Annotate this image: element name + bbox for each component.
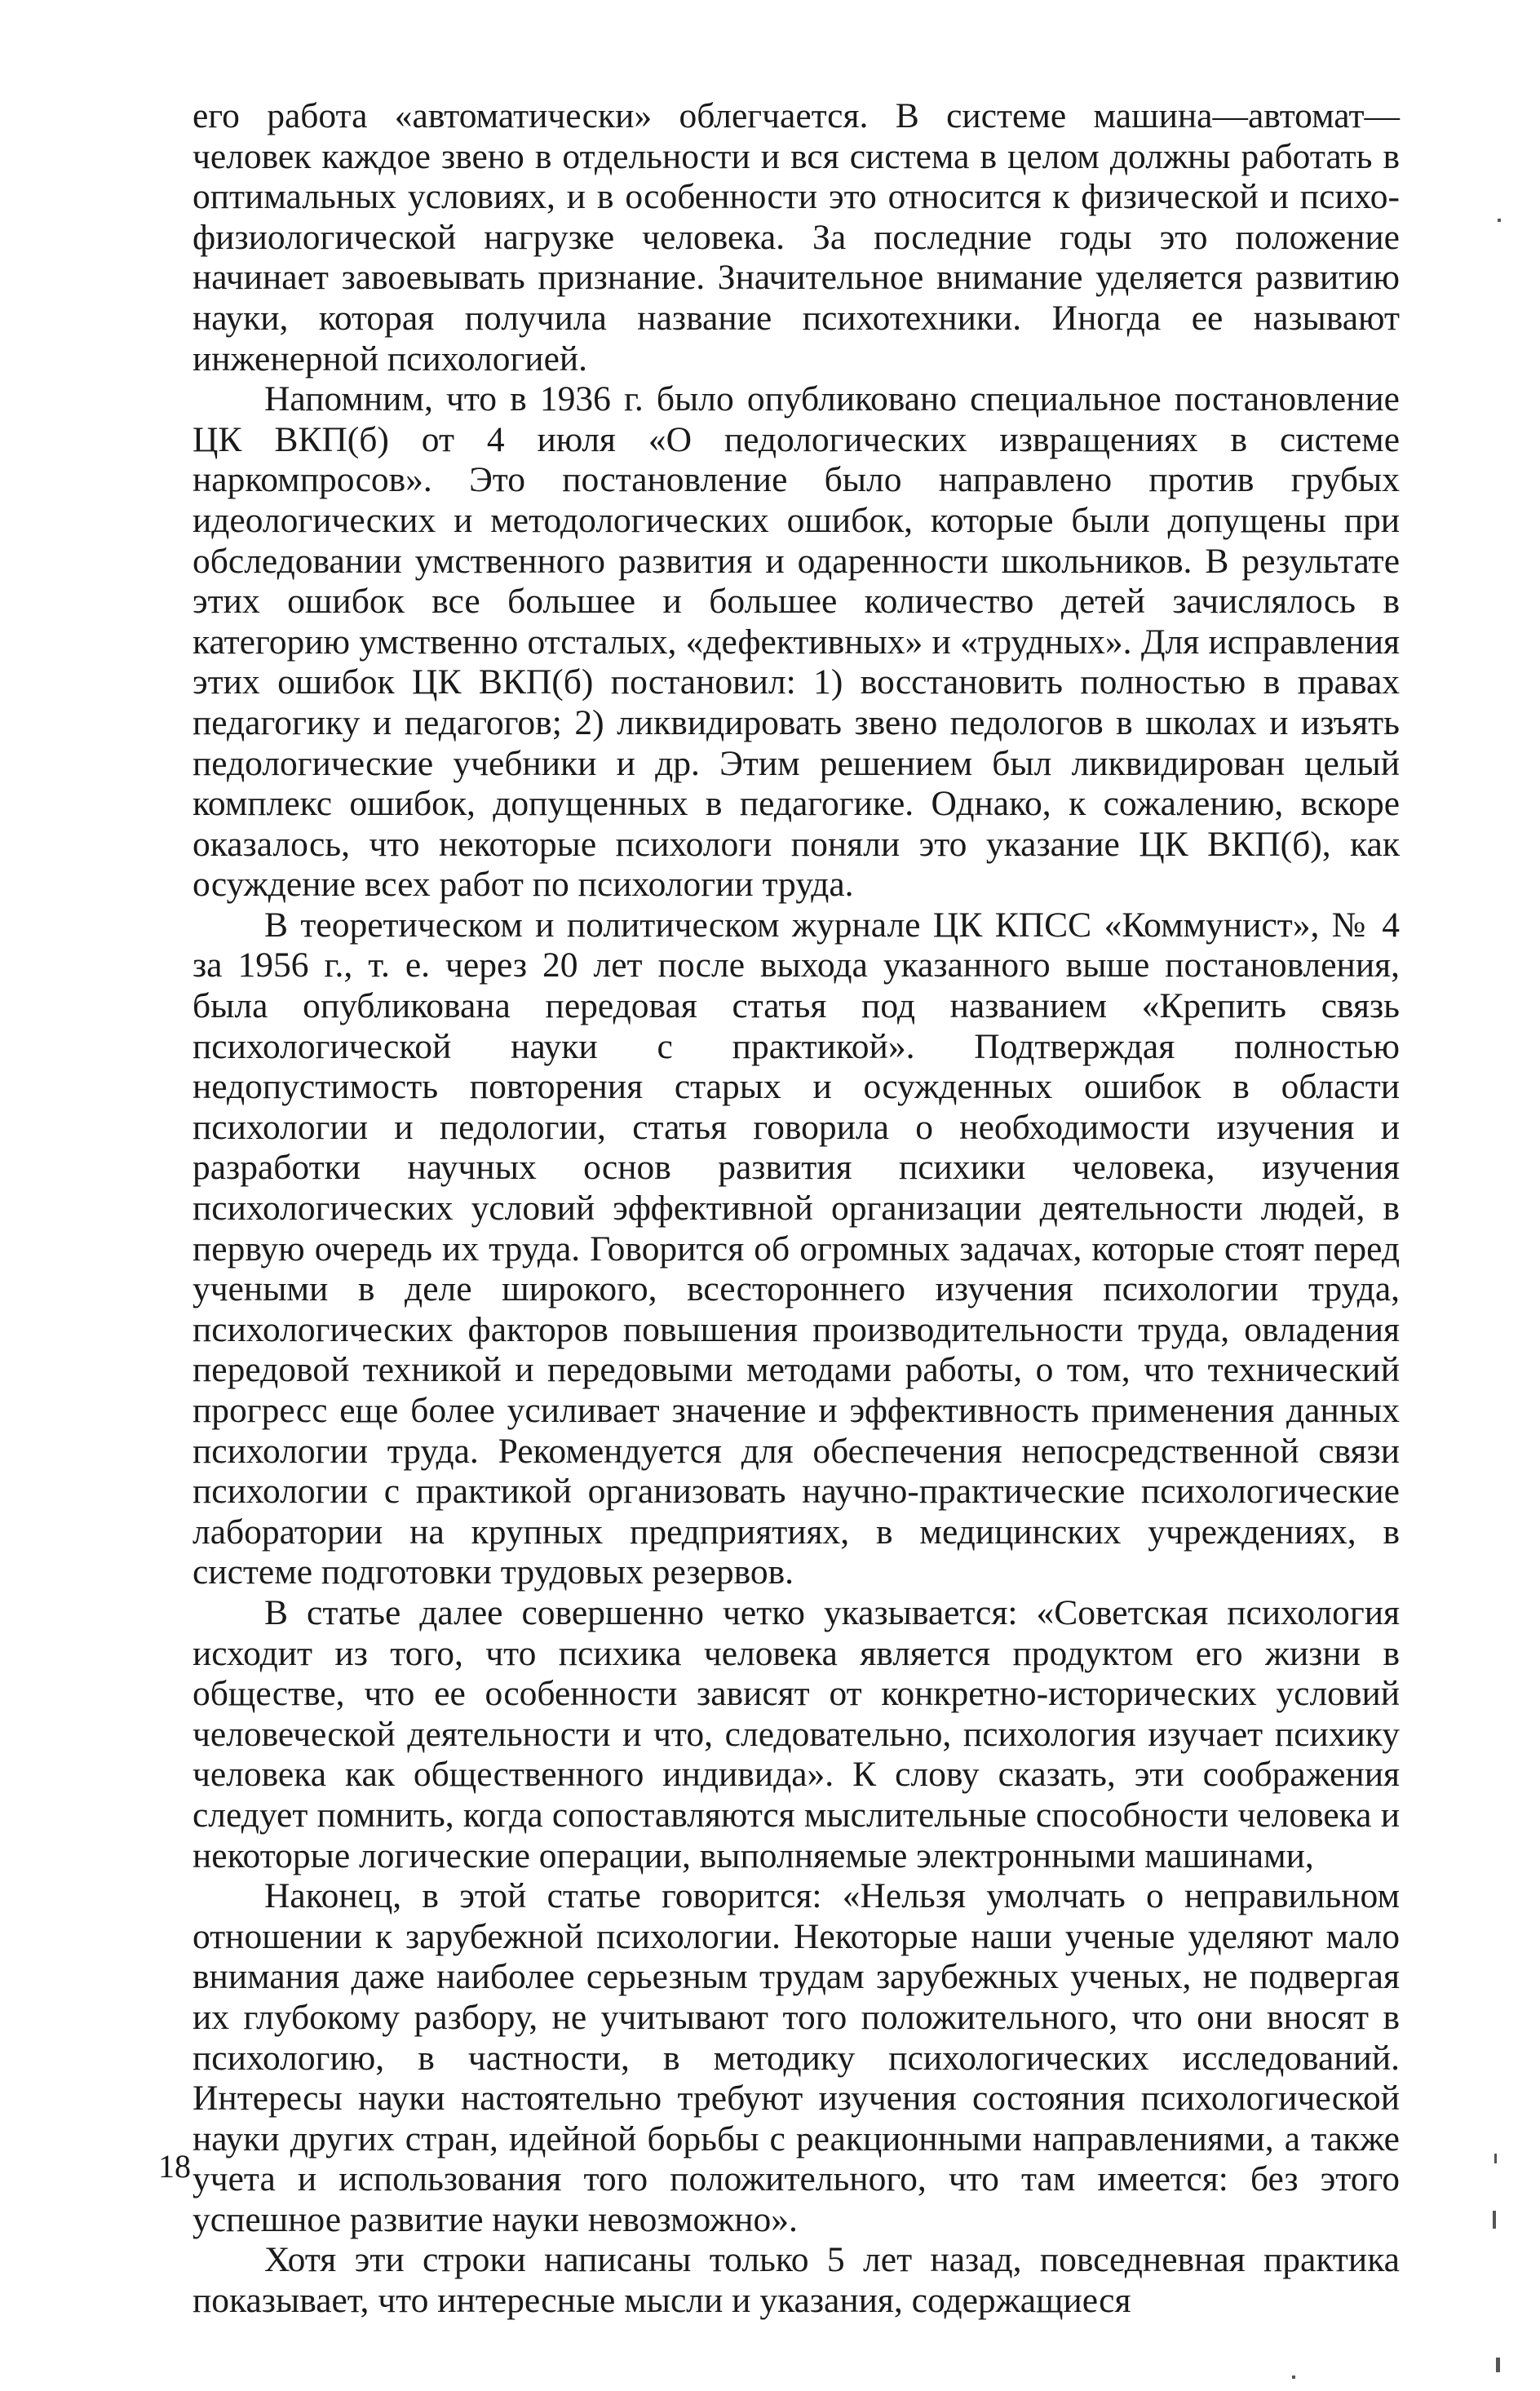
page-number: 18 (158, 2148, 191, 2185)
main-text (192, 96, 1400, 2322)
paragraph-3: В теоретическом и политическом журнале ЦК КПСС «Коммунист», № 4 за 1956 г., т. е. через 20 лет после выхода указанного выше постановления, была опубликована передовая статья под названием «Крепить связь психологической науки с практикой». Подтверждая полностью недопустимость повторения старых и осужденных ошибок в области психологии и педологии, статья говорила о необходимости изучения и разработки научных основ развития психики человека, изучения психологических условий эффективной организации деятельности людей, в первую очередь их труда. Говорится об огромных задачах, которые стоят перед учеными в деле широкого, всестороннего изучения психологии труда, психологических факторов повышения производительности труда, овладения передовой техникой и передовыми методами работы, о том, что технический прогресс еще более усиливает значение и эффективность применения данных психологии труда. Рекомендуется для обеспечения непосредственной связи психологии с практикой организовать научно-практические психологические лаборатории на крупных предприятиях, в медицинских учреждениях, в системе подготовки трудовых резервов. (192, 905, 1400, 1592)
paragraph-5: Наконец, в этой статье говорится: «Нельзя умолчать о неправильном отношении к зарубежной психологии. Некоторые наши ученые уделяют мало внимания даже наиболее серьезным трудам зарубежных ученых, не подвергая их глубокому разбору, не учитывают того положительного, что они вносят в психологию, в частности, в методику психологических исследований. Интересы науки настоятельно требуют изучения состояния психологической науки других стран, идейной борьбы с реакционными направлениями, а также учета и использования того положительного, что там имеется: без этого успешное развитие науки невозможно». (192, 1876, 1400, 2239)
paragraph-4: В статье далее совершенно четко указывается: «Советская психология исходит из того, что психика человека является продуктом его жизни в обществе, что ее особенности зависят от конкретно-исторических условий человеческой деятельности и что, следовательно, психология изучает психику человека как общественного индивида». К слову сказать, эти соображения следует помнить, когда сопоставляются мыслительные способности человека и некоторые логические операции, выполняемые электронными машинами, (192, 1592, 1400, 1875)
scan-speck (1493, 2211, 1496, 2229)
scan-speck (1498, 219, 1501, 222)
scan-speck (1292, 2376, 1295, 2379)
scan-speck (1494, 2154, 1497, 2163)
scan-speck (1496, 2358, 1500, 2372)
paragraph-6: Хотя эти строки написаны только 5 лет назад, повседневная практика показывает, что интересные мысли и указания, содержащиеся (192, 2240, 1400, 2321)
paragraph-2: Напомним, что в 1936 г. было опубликовано специальное постановление ЦК ВКП(б) от 4 июля «О педологических извращениях в системе наркомпросов». Это постановление было направлено против грубых идеологических и методологических ошибок, которые были допущены при обследовании умственного развития и одаренности школьников. В результате этих ошибок все большее и большее количество детей зачислялось в категорию умственно отсталых, «дефективных» и «трудных». Для исправления этих ошибок ЦК ВКП(б) постановил: 1) восстановить полностью в правах педагогику и педагогов; 2) ликвидировать звено педологов в школах и изъять педологические учебники и др. Этим решением был ликвидирован целый комплекс ошибок, допущенных в педагогике. Однако, к сожалению, вскоре оказалось, что некоторые психологи поняли это указание ЦК ВКП(б), как осуждение всех работ по психологии труда. (192, 379, 1400, 905)
paragraph-1: его работа «автоматически» облегчается. В системе машина—автомат—человек каждое звено в отдельности и вся система в целом должны работать в оптимальных условиях, и в особенности это относится к физической и психо-физиологической нагрузке человека. За последние годы это положение начинает завоевывать признание. Значительное внимание уделяется развитию науки, которая получила название психотехники. Иногда ее называют инженерной психологией. (192, 96, 1400, 379)
